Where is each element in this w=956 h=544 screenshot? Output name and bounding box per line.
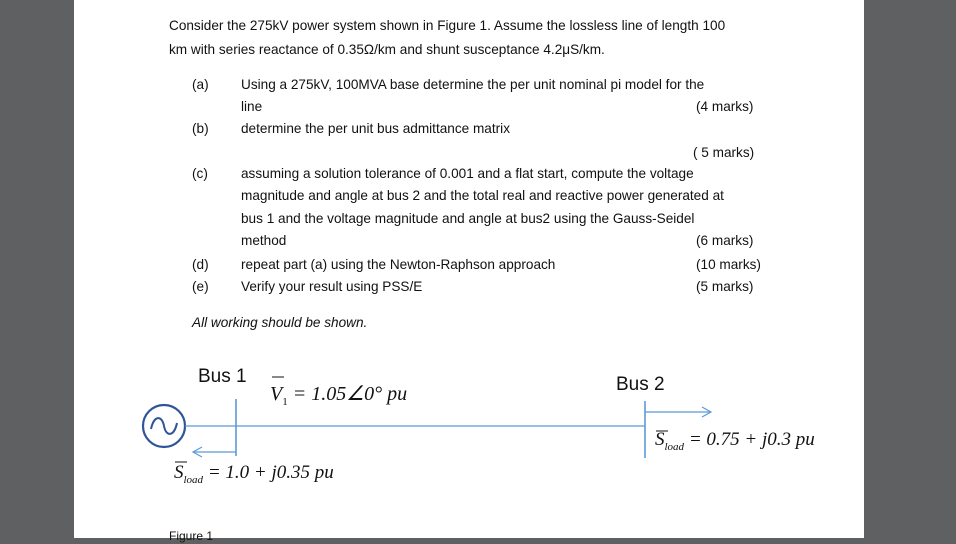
working-note: All working should be shown. <box>192 315 368 330</box>
part-d-marks: (10 marks) <box>696 257 761 272</box>
part-a-marks: (4 marks) <box>696 99 754 114</box>
sload1-subscript: load <box>183 473 204 486</box>
part-b-line-1: determine the per unit bus admittance matrix <box>241 121 510 136</box>
sload1-equation <box>174 462 334 486</box>
sload1-value: = 1.0 + j0.35 pu <box>203 462 334 483</box>
bus2-label: Bus 2 <box>616 374 665 395</box>
v1-symbol: V <box>270 383 283 405</box>
document-page <box>74 0 864 543</box>
one-line-diagram <box>74 0 864 538</box>
part-c-line-4: method <box>241 233 287 248</box>
generator-sine-icon <box>151 418 177 434</box>
sload2-subscript: load <box>664 440 685 453</box>
intro-line-1: Consider the 275kV power system shown in Figure 1. Assume the lossless line of length 100 <box>169 18 726 33</box>
part-c-line-2: magnitude and angle at bus 2 and the total real and reactive power generated at <box>241 188 724 203</box>
part-b-marks: ( 5 marks) <box>693 145 755 160</box>
part-e-label: (e) <box>192 279 209 294</box>
part-c-line-1: assuming a solution tolerance of 0.001 and a flat start, compute the voltage <box>241 166 694 181</box>
part-a-line-1: Using a 275kV, 100MVA base determine the per unit nominal pi model for the <box>241 77 705 92</box>
part-e-line-1: Verify your result using PSS/E <box>241 279 423 294</box>
intro-line-2: km with series reactance of 0.35Ω/km and shunt susceptance 4.2μS/km. <box>169 42 605 57</box>
v1-subscript: 1 <box>282 396 288 408</box>
part-b-label: (b) <box>192 121 209 136</box>
part-c-marks: (6 marks) <box>696 233 754 248</box>
sload2-symbol: S <box>655 429 665 450</box>
part-d-line-1: repeat part (a) using the Newton-Raphson approach <box>241 257 556 272</box>
part-a-line-2: line <box>241 99 263 114</box>
part-a-label: (a) <box>192 77 209 92</box>
sload2-value: = 0.75 + j0.3 pu <box>684 429 815 450</box>
part-c-label: (c) <box>192 166 208 181</box>
figure-caption: Figure 1 <box>169 529 214 543</box>
v1-value: = 1.05∠0° pu <box>287 383 408 405</box>
part-c-line-3: bus 1 and the voltage magnitude and angle at bus2 using the Gauss-Seidel <box>241 211 695 226</box>
bus1-label: Bus 1 <box>198 366 247 387</box>
part-d-label: (d) <box>192 257 209 272</box>
part-e-marks: (5 marks) <box>696 279 754 294</box>
v1-equation <box>270 381 407 408</box>
sload1-symbol: S <box>174 462 184 483</box>
sload2-equation <box>655 429 815 453</box>
